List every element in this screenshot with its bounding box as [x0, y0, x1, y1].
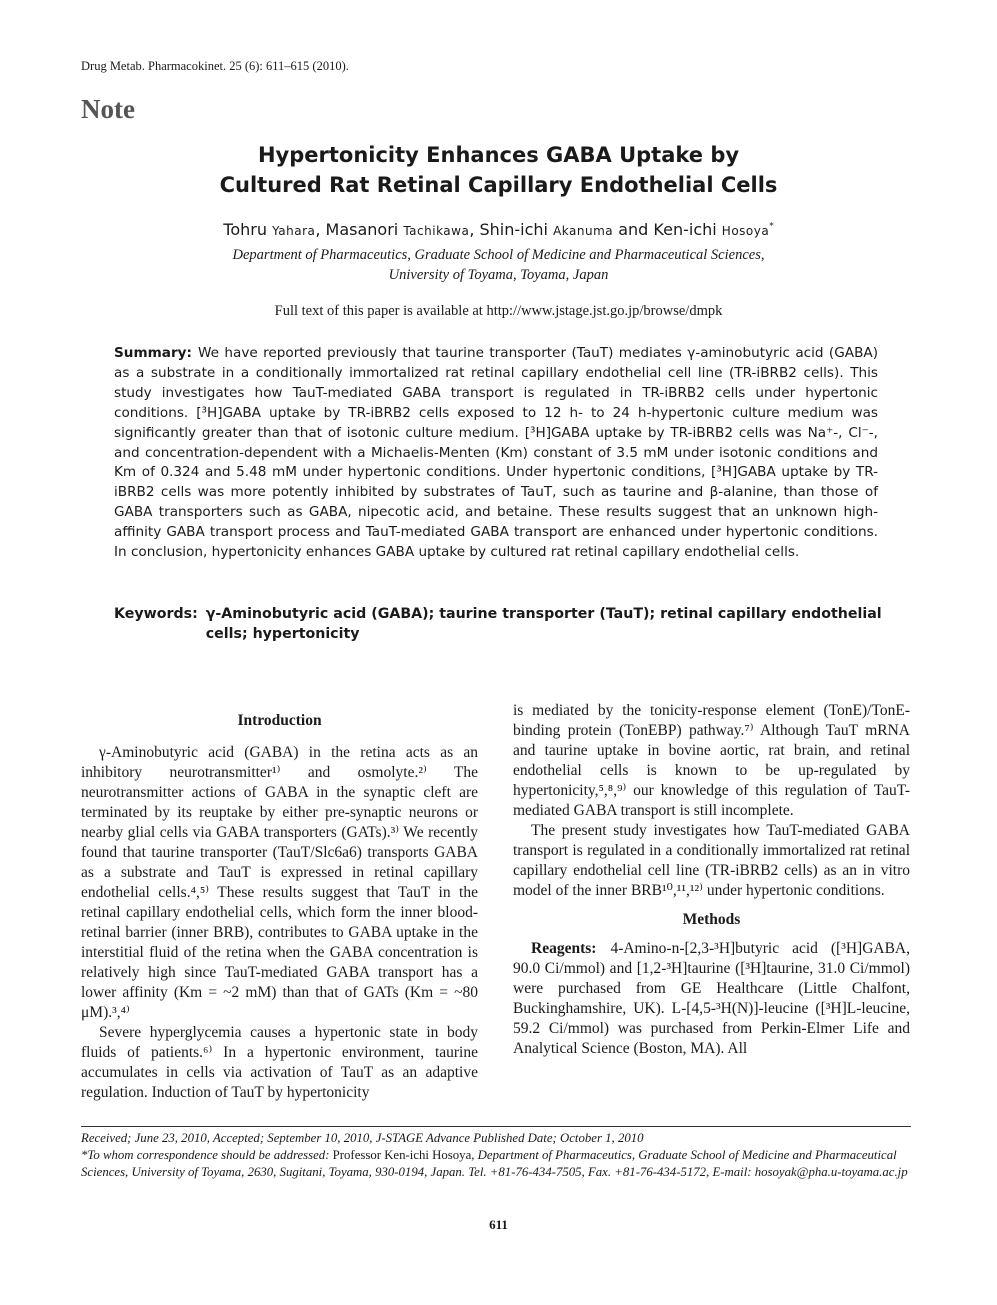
correspondence-lead: *To whom correspondence should be addressed: — [81, 1148, 330, 1162]
summary-text: We have reported previously that taurine transporter (TauT) mediates γ-aminobutyric acid (GABA) as a substrate in a conditionally immortalized rat retinal capillary endothelial cell line (TR-iBRB2 cells). This study investigates how TauT-mediated GABA transport is regulated in TR-iBRB2 cells under hypertonic conditions. [³H]GABA uptake by TR-iBRB2 cells exposed to 12 h- to 24 h-hypertonic culture medium was significantly greater than that of isotonic culture medium. [³H]GABA uptake by TR-iBRB2 cells was Na⁺-, Cl⁻-, and concentration-dependent with a Michaelis-Menten (Km) constant of 3.5 mM under isotonic conditions and Km of 0.324 and 5.48 mM under hypertonic conditions. Under hypertonic conditions, [³H]GABA uptake by TR-iBRB2 cells was more potently inhibited by substrates of TauT, such as taurine and β-alanine, than those of GABA transporters such as GABA, nipecotic acid, and betaine. These results suggest that an unknown high-affinity GABA transport process and TauT-mediated GABA transport are enhanced under hypertonic conditions. In conclusion, hypertonicity enhances GABA uptake by cultured rat retinal capillary endothelial cells. — [114, 345, 878, 561]
footnote-divider — [81, 1126, 911, 1127]
intro-paragraph-2-continued: is mediated by the tonicity-response element (TonE)/TonE-binding protein (TonEBP) pathway.⁷⁾ Although TauT mRNA and taurine uptake in bovine aortic, rat brain, and retinal endothelial cells is known to be up-regulated by hypertonicity,⁵,⁸,⁹⁾ our knowledge of this regulation of TauT-mediated GABA transport is still incomplete. — [513, 702, 910, 819]
author-4-last: Hosoya — [721, 224, 770, 238]
author-3-last: Akanuma — [553, 224, 614, 238]
intro-paragraph-3: The present study investigates how TauT-mediated GABA transport is regulated in a conditionally immortalized rat retinal capillary endothelial cell line (TR-iBRB2 cells) as an in vitro model of the inner BRB¹⁰,¹¹,¹²⁾ under hypertonic conditions. — [513, 822, 910, 899]
summary-block — [114, 344, 878, 563]
author-sep: , — [315, 220, 326, 239]
left-column — [81, 711, 478, 1103]
right-column — [513, 701, 910, 1059]
article-title-line-1: Hypertonicity Enhances GABA Uptake by — [257, 143, 740, 167]
methods-heading: Methods — [682, 911, 741, 928]
keywords-block — [114, 604, 884, 644]
section-type-heading: Note — [81, 94, 135, 124]
author-2-last: Tachikawa — [403, 224, 470, 238]
correspondence-note — [81, 1147, 911, 1181]
correspondence-address: Department of Pharmaceutics, Graduate School of Medicine and Pharmaceutical Sciences, University of Toyama, 2630, Sugitani, Toyama, 930-0194, Japan. Tel. +81-76-434-7505, Fax. +81-76-434-5172, E-mail: hosoyak@pha.u-toyama.ac.jp — [81, 1148, 908, 1179]
fulltext-notice: Full text of this paper is available at http://www.jstage.jst.go.jp/browse/dmpk — [274, 303, 723, 319]
keywords-label: Keywords: — [114, 606, 198, 622]
reagents-text: 4-Amino-n-[2,3-³H]butyric acid ([³H]GABA, 90.0 Ci/mmol) and [1,2-³H]taurine ([³H]taurine, 31.0 Ci/mmol) were purchased from GE Healthcare (Little Chalfont, Buckinghamshire, UK). L-[4,5-³H(N)]-leucine ([³H]L-leucine, 59.2 Ci/mmol) was purchased from Perkin-Elmer Life and Analytical Science (Boston, MA). All — [513, 940, 910, 1057]
reagents-paragraph — [513, 939, 910, 1059]
journal-reference: Drug Metab. Pharmacokinet. 25 (6): 611–615 (2010). — [81, 59, 349, 73]
received-dates: Received; June 23, 2010, Accepted; September 10, 2010, J-STAGE Advance Published Date; October 1, 2010 — [81, 1131, 644, 1145]
author-list — [100, 220, 897, 239]
author-and: and — [613, 220, 654, 239]
author-1-last: Yahara — [272, 224, 316, 238]
footnotes — [81, 1130, 911, 1181]
affiliation-line-2: University of Toyama, Toyama, Japan — [388, 267, 609, 283]
author-4-first: Ken-ichi — [653, 220, 722, 239]
page-number: 611 — [489, 1217, 508, 1232]
affiliation-line-1: Department of Pharmaceutics, Graduate School of Medicine and Pharmaceutical Sciences, — [232, 247, 765, 263]
intro-paragraph-1: γ-Aminobutyric acid (GABA) in the retina acts as an inhibitory neurotransmitter¹⁾ and osmolyte.²⁾ The neurotransmitter actions of GABA in the synaptic cleft are terminated by its reuptake by either pre-synaptic neurons or nearby glial cells via GABA transporters (GATs).³⁾ We recently found that taurine transporter (TauT/Slc6a6) transports GABA as a substrate and TauT is expressed in retinal capillary endothelial cells.⁴,⁵⁾ These results suggest that TauT in the retinal capillary endothelial cells, which form the inner blood-retinal barrier (inner BRB), contributes to GABA uptake in the interstitial fluid of the retina when the GABA concentration is relatively high since TauT-mediated GABA transport has a lower affinity (Km = ~2 mM) than that of GATs (Km = ~80 μM).³,⁴⁾ — [81, 744, 478, 1021]
author-1-first: Tohru — [223, 220, 273, 239]
author-sep: , — [469, 220, 480, 239]
corresponding-mark: * — [769, 221, 774, 232]
keywords-text: γ-Aminobutyric acid (GABA); taurine transporter (TauT); retinal capillary endothelial cells; hypertonicity — [205, 606, 882, 642]
correspondence-name: Professor Ken-ichi Hosoya, — [329, 1148, 475, 1162]
summary-label: Summary: — [114, 345, 192, 361]
reagents-label: Reagents: — [531, 940, 597, 957]
introduction-heading: Introduction — [237, 712, 322, 729]
author-2-first: Masanori — [325, 220, 404, 239]
intro-paragraph-2: Severe hyperglycemia causes a hypertonic state in body fluids of patients.⁶⁾ In a hypertonic environment, taurine accumulates in cells via activation of TauT as an adaptive regulation. Induction of TauT by hypertonicity — [81, 1024, 478, 1101]
author-3-first: Shin-ichi — [479, 220, 554, 239]
article-title-line-2: Cultured Rat Retinal Capillary Endothelial Cells — [219, 173, 778, 197]
